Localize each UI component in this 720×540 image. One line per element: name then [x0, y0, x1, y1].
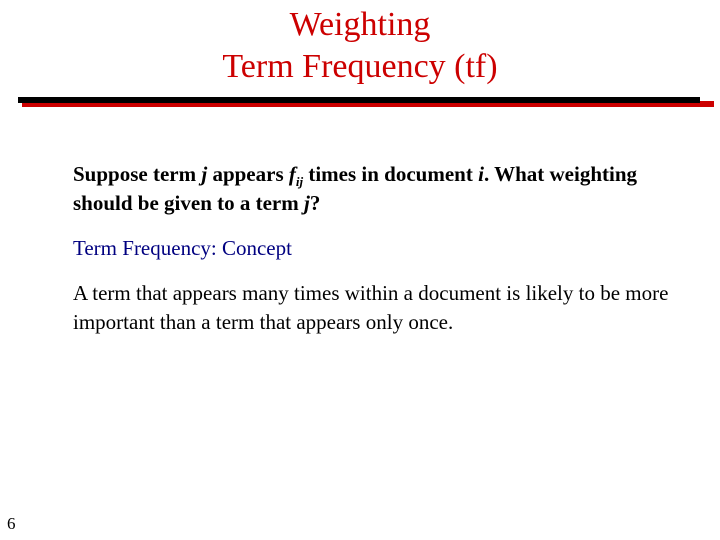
- variable-j: j: [201, 162, 208, 186]
- variable-j-2: j: [304, 191, 310, 215]
- slide-number: 6: [7, 514, 16, 533]
- question-text: Suppose term j appears $f_{ij}$ times in document i. What weighting should be given to a term j?: [73, 162, 638, 215]
- title-rule: [18, 97, 700, 103]
- variable-f: f: [288, 162, 296, 186]
- subscript-ij: ij: [295, 174, 304, 190]
- variable-i: i: [478, 162, 484, 186]
- title-line-2: Term Frequency (tf): [222, 48, 498, 85]
- slide-title: [0, 4, 720, 88]
- slide-content: [73, 160, 673, 337]
- concept-heading: Term Frequency: Concept: [73, 236, 292, 260]
- concept-text: A term that appears many times within a document is likely to be more important than a term that appears only once.: [73, 281, 669, 334]
- title-line-1: Weighting: [289, 6, 431, 43]
